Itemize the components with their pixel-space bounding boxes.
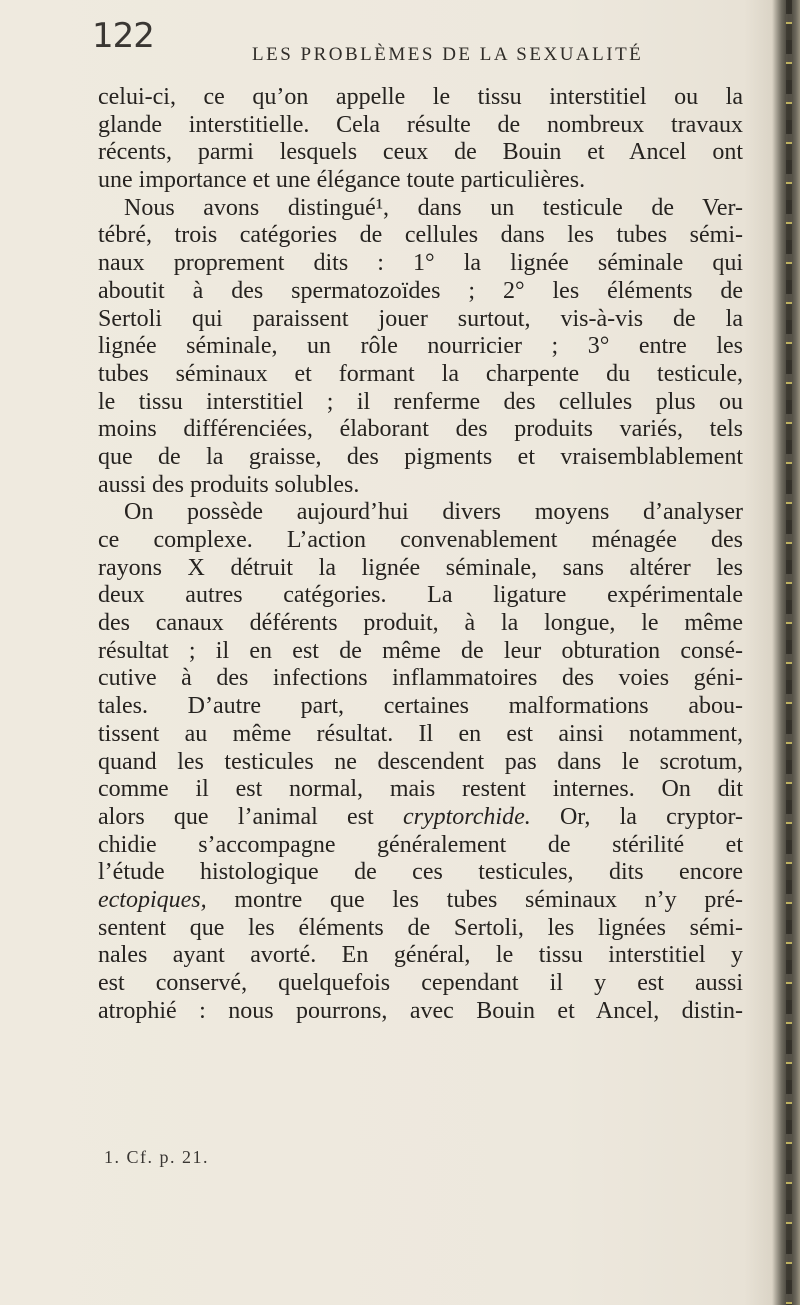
text-line: récents, parmi lesquels ceux de Bouin et Ancel ont xyxy=(98,139,743,166)
text-line: aboutit à des spermatozoïdes ; 2° les éléments de xyxy=(98,277,743,304)
text-line: deux autres catégories. La ligature expérimentale xyxy=(98,582,743,609)
text-line: moins différenciées, élaborant des produits variés, tels xyxy=(98,416,743,443)
text-line: tales. D’autre part, certaines malformations abou- xyxy=(98,693,743,720)
text-line: tissent au même résultat. Il en est ainsi notamment, xyxy=(98,720,743,747)
text-line xyxy=(98,804,743,832)
text-run: Or, la cryptor- xyxy=(530,803,744,830)
text-line: chidie s’accompagne généralement de stérilité et xyxy=(98,831,743,858)
text-line: rayons X détruit la lignée séminale, sans altérer les xyxy=(98,554,743,581)
text-line: aussi des produits solubles. xyxy=(98,471,360,498)
text-line: une importance et une élégance toute particulières. xyxy=(98,167,586,194)
text-line: quand les testicules ne descendent pas dans le scrotum, xyxy=(98,748,743,775)
text-line: naux proprement dits : 1° la lignée séminale qui xyxy=(98,250,743,277)
text-run: alors que l’animal est xyxy=(98,803,374,830)
text-line xyxy=(98,887,743,915)
paragraph-start: On possède aujourd’hui divers moyens d’analyser xyxy=(124,499,743,526)
text-line: cutive à des infections inflammatoires des voies géni- xyxy=(98,665,743,692)
text-line: des canaux déférents produit, à la longue, le même xyxy=(98,610,743,637)
page-binding-strip xyxy=(786,0,792,1305)
text-line: nales ayant avorté. En général, le tissu interstitiel y xyxy=(98,942,743,969)
text-line: que de la graisse, des pigments et vraisemblablement xyxy=(98,443,743,470)
italic-term: ectopiques, xyxy=(98,886,207,913)
italic-term: cryptorchide. xyxy=(402,803,531,830)
text-line: l’étude histologique de ces testicules, dits encore xyxy=(98,859,743,886)
text-line: lignée séminale, un rôle nourricier ; 3° entre les xyxy=(98,333,743,360)
text-line: comme il est normal, mais restent internes. On dit xyxy=(98,776,743,803)
paragraph-start: Nous avons distingué¹, dans un testicule de Ver- xyxy=(124,194,743,221)
text-line: le tissu interstitiel ; il renferme des cellules plus ou xyxy=(98,388,743,415)
text-line: tubes séminaux et formant la charpente du testicule, xyxy=(98,360,743,387)
text-run: montre que les tubes séminaux n’y pré- xyxy=(206,886,743,913)
running-title: LES PROBLÈMES DE LA SEXUALITÉ xyxy=(252,44,644,65)
text-line: tébré, trois catégories de cellules dans les tubes sémi- xyxy=(98,222,743,249)
text-line: glande interstitielle. Cela résulte de nombreux travaux xyxy=(98,111,743,138)
footnote: 1. Cf. p. 21. xyxy=(104,1147,209,1167)
body-text xyxy=(98,84,743,1025)
text-line: résultat ; il en est de même de leur obturation consé- xyxy=(98,637,743,664)
text-line: Sertoli qui paraissent jouer surtout, vis-à-vis de la xyxy=(98,305,743,332)
page-number: 122 xyxy=(92,16,154,56)
text-line: ce complexe. L’action convenablement ménagée des xyxy=(98,527,743,553)
text-line: celui-ci, ce qu’on appelle le tissu interstitiel ou la xyxy=(98,84,743,110)
text-line: est conservé, quelquefois cependant il y est aussi xyxy=(98,970,743,996)
text-line: atrophié : nous pourrons, avec Bouin et Ancel, distin- xyxy=(98,997,743,1024)
text-line: sentent que les éléments de Sertoli, les lignées sémi- xyxy=(98,914,743,941)
